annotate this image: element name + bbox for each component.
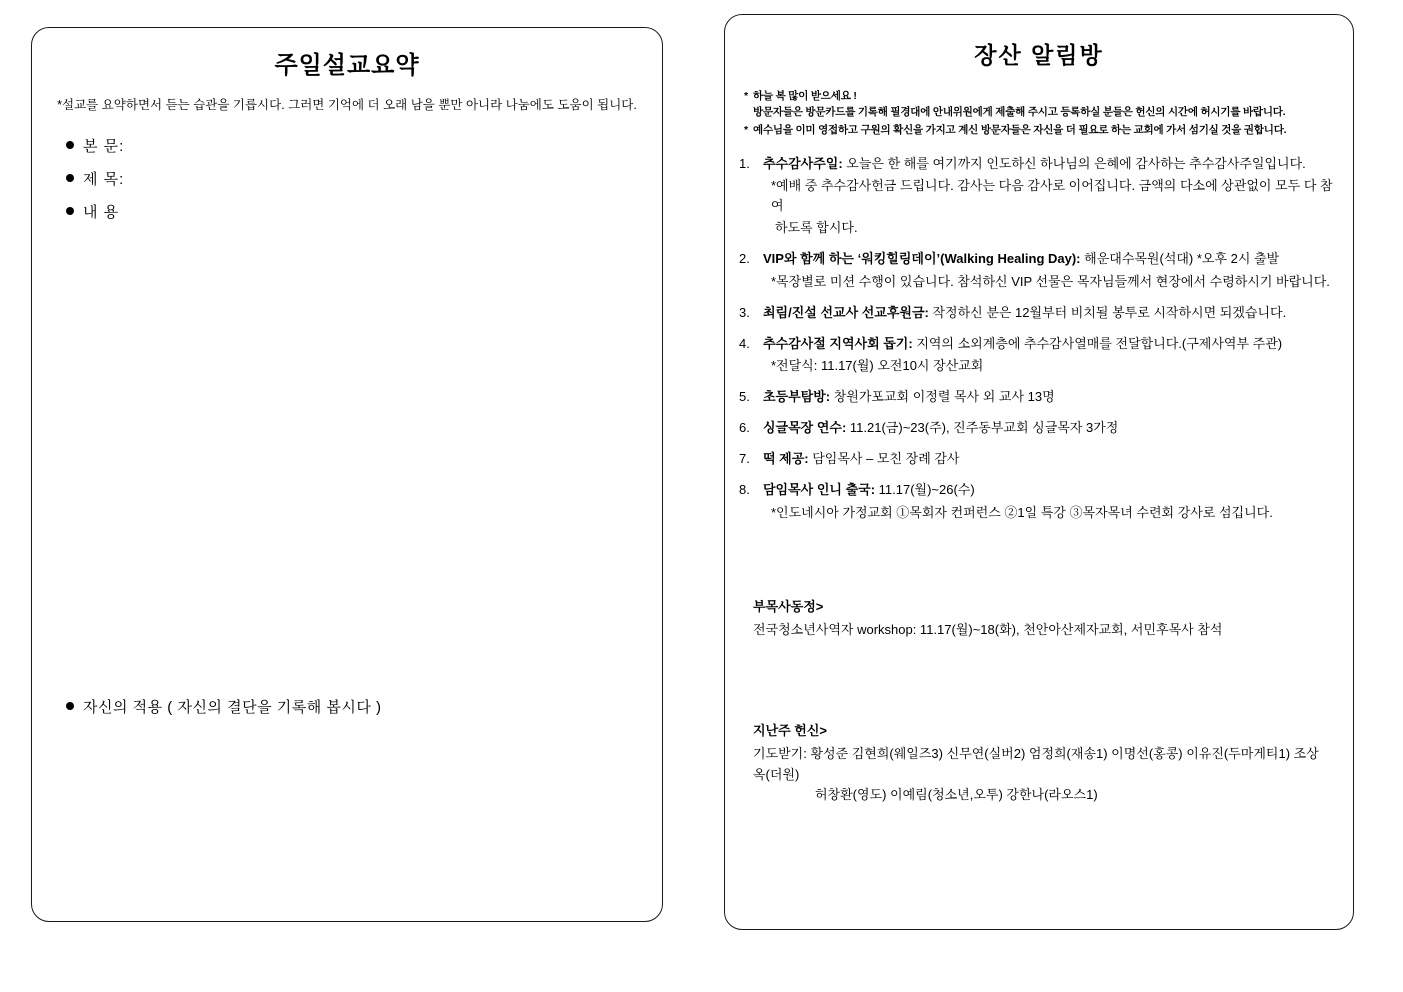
asterisk-icon: * [744,123,748,136]
item-body [763,334,1339,376]
asterisk-icon: * [744,90,748,102]
item-main [763,249,1339,269]
sermon-summary-panel [31,27,663,922]
notice-text: 방문자들은 방문카드를 기록해 필경대에 안내위원에게 제출해 주시고 등록하실 분들은 헌신의 시간에 허시기를 바랍니다. [753,106,1286,119]
item-title: 싱글목장 연수: [763,420,847,436]
staff-news-line: 전국청소년사역자 workshop: 11.17(월)~18(화), 천안아산제자교회, 서민후목사 참석 [753,621,1223,637]
item-body [763,303,1339,323]
list-item [739,303,1339,323]
item-title: 추수감사절 지역사회 돕기: [763,335,913,351]
bullet-icon [66,174,74,182]
notice-text: 하늘 복 많이 받으세요 ! [753,90,857,102]
field-row [66,168,662,189]
list-item [739,480,1339,522]
announcements-panel [724,14,1354,930]
item-body [763,449,1339,469]
self-application-label: 자신의 적용 ( 자신의 결단을 기록해 봅시다 ) [83,699,382,716]
item-number: 7. [739,451,750,467]
item-detail: 11.17(월)~26(수) [875,482,975,498]
item-detail: 작정하신 분은 12월부터 비치될 봉투로 시작하시면 되겠습니다. [928,304,1287,320]
notice-line [739,88,1335,121]
field-label: 본 문: [83,137,125,155]
field-row [66,135,662,156]
notice-body [753,122,1335,138]
item-title: 최림/진설 선교사 선교후원금: [763,304,929,320]
bullet-icon [66,702,74,710]
item-title: 추수감사주일: [763,155,843,171]
item-detail: 창원가포교회 이정렬 목사 외 교사 13명 [830,389,1055,405]
item-body [763,249,1339,291]
sermon-summary-fields [32,135,662,222]
list-item [739,449,1339,469]
list-item [739,387,1339,407]
item-detail: 담임목사 – 모친 장례 감사 [808,451,960,467]
field-label: 제 목: [83,170,125,188]
item-number: 1. [739,155,750,171]
item-number: 5. [739,389,750,405]
item-subtext-cont: 하도록 합시다. [775,220,858,236]
list-item [739,154,1339,239]
bullet-icon [66,207,74,215]
item-body [763,418,1339,438]
item-main [763,387,1339,407]
last-week-section [753,721,1325,806]
item-main [763,480,1339,500]
item-subtext: *예배 중 추수감사헌금 드립니다. 감사는 다음 감사로 이어집니다. 금액의 다소에 상관없이 모두 다 참여 [771,177,1333,214]
welcome-notices [739,88,1335,138]
item-body [763,154,1339,239]
item-subtext: *목장별로 미션 수행이 있습니다. 참석하신 VIP 선물은 목자님들께서 현장에서 수령하시기 바랍니다. [771,273,1330,289]
item-main [763,303,1339,323]
staff-news-section [753,597,1325,641]
bullet-icon [66,141,74,149]
item-body [763,387,1339,407]
item-title: VIP와 함께 하는 ‘워킹힐링데이’(Walking Healing Day): [763,251,1081,267]
notice-body [753,88,1335,121]
item-number: 4. [739,335,750,351]
item-detail: 11.21(금)~23(주), 진주동부교회 싱글목자 3가정 [846,420,1119,436]
item-title: 담임목사 인니 출국: [763,482,876,498]
list-item [739,418,1339,438]
announcements-title: 장산 알림방 [974,42,1104,68]
notice-text: 예수님을 이미 영접하고 구원의 확신을 가지고 계신 방문자들은 자신을 더 필요로 하는 교회에 가서 섬기실 것을 권합니다. [753,123,1287,136]
last-week-line-1: 기도받기: 황성준 김현희(웨일즈3) 신무연(실버2) 엄정희(재송1) 이명선(홍콩) 이유진(두마게티1) 조상옥(더원) [753,745,1319,782]
item-main [763,449,1339,469]
item-detail: 해운대수목원(석대) *오후 2시 출발 [1080,251,1280,267]
list-item [739,249,1339,291]
field-label: 내 용 [83,203,120,221]
item-number: 8. [739,482,750,498]
self-application-row [66,696,382,717]
item-detail: 오늘은 한 해를 여기까지 인도하신 하나님의 은혜에 감사하는 추수감사주일입니다. [842,155,1306,171]
last-week-line-2: 허창환(영도) 이예림(청소년,오투) 강한나(라오스1) [815,787,1098,803]
field-row [66,201,662,222]
item-main [763,334,1339,354]
notice-line [739,122,1335,138]
item-number: 3. [739,304,750,320]
item-main [763,154,1339,174]
sermon-summary-subtitle: *설교를 요약하면서 듣는 습관을 기릅시다. 그러면 기억에 더 오래 남을 뿐만 아니라 나눔에도 도움이 됩니다. [57,98,637,112]
item-subtext: *인도네시아 가정교회 ①목회자 컨퍼런스 ②1일 특강 ③목자목녀 수련회 강사로 섬깁니다. [771,504,1273,520]
item-title: 초등부탐방: [763,389,831,405]
item-title: 떡 제공: [763,451,809,467]
item-number: 6. [739,420,750,436]
item-body [763,480,1339,522]
list-item [739,334,1339,376]
last-week-heading: 지난주 헌신> [753,723,827,738]
item-detail: 지역의 소외계층에 추수감사열매를 전달합니다.(구제사역부 주관) [912,335,1283,351]
item-subtext: *전달식: 11.17(월) 오전10시 장산교회 [771,357,984,373]
item-number: 2. [739,251,750,267]
item-main [763,418,1339,438]
announcement-list [739,154,1339,523]
staff-news-heading: 부목사동정> [753,599,824,614]
sermon-summary-title: 주일설교요약 [274,52,420,79]
